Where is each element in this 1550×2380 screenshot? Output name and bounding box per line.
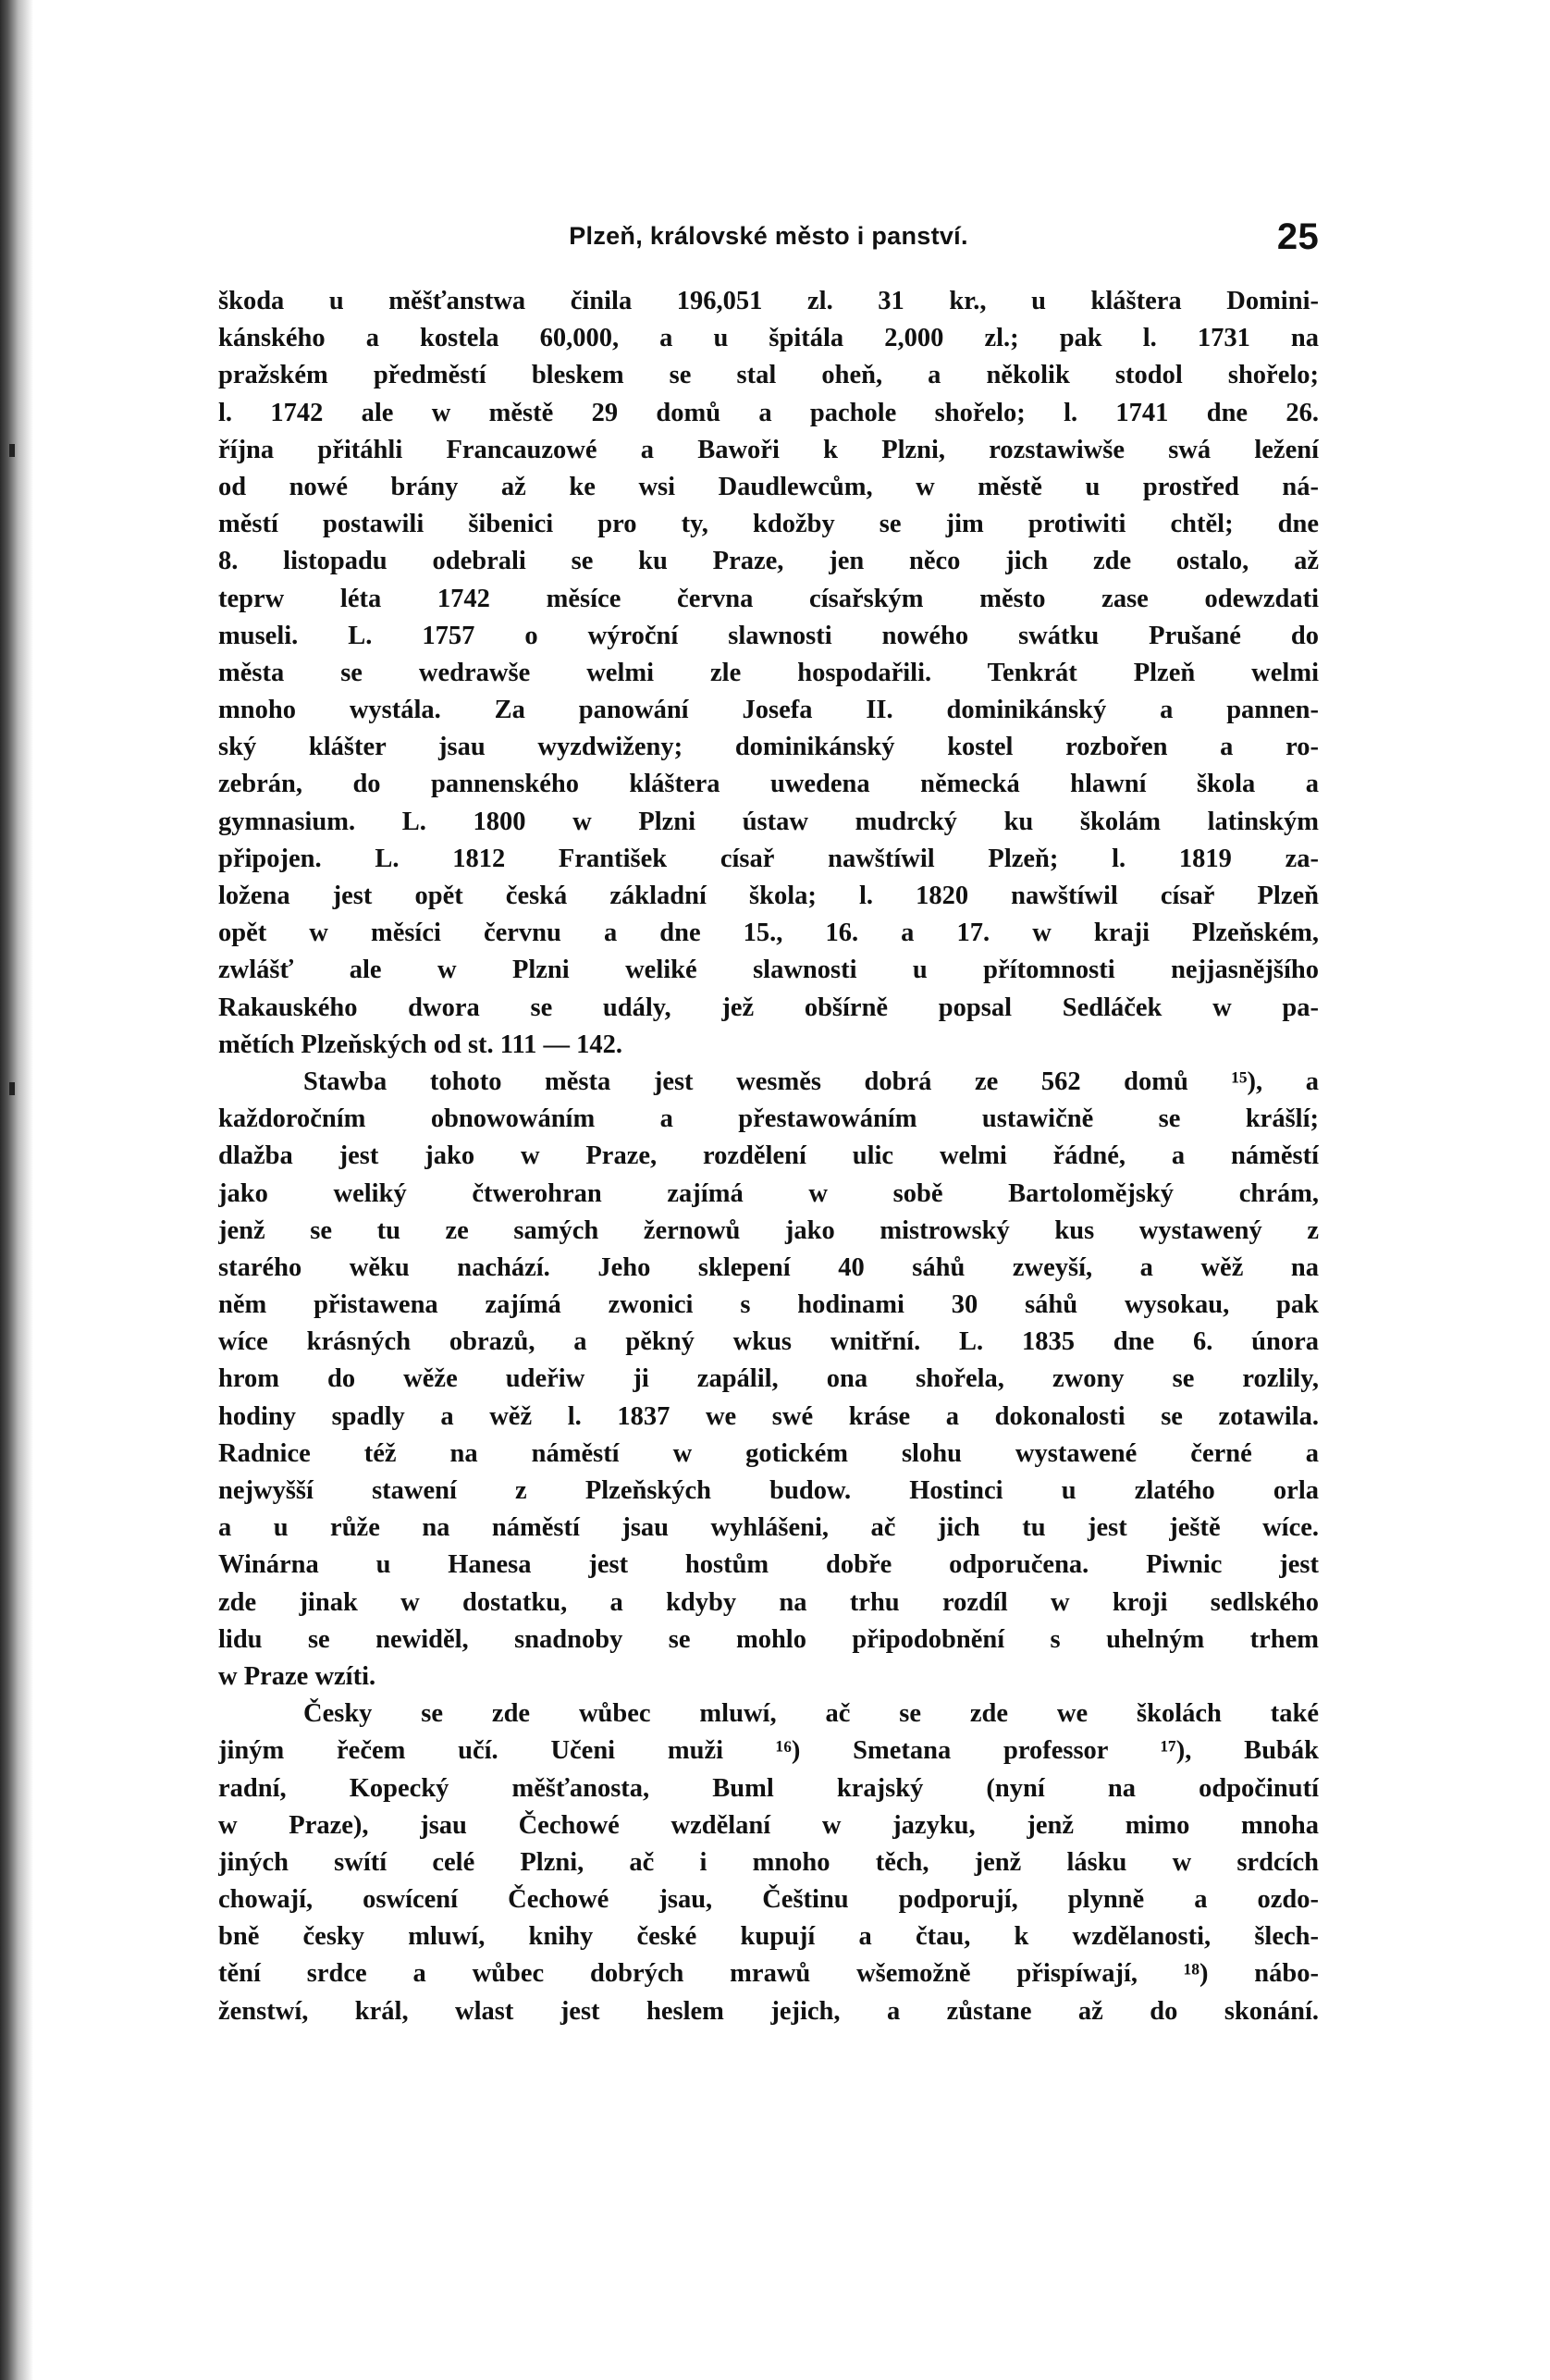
text-line: pražském předměstí bleskem se stal oheň, a několik stodol shořelo; (218, 361, 1319, 390)
text-line: gymnasium. L. 1800 w Plzni ústaw mudrcký ku školám latinským (218, 807, 1319, 836)
text-line: ženstwí, král, wlast jest heslem jejich, a zůstane až do skonání. (218, 1996, 1319, 2026)
text-line: mětích Plzeňských od st. 111 — 142. (218, 1030, 623, 1059)
text-line: ský klášter jsau wyzdwiženy; dominikánský kostel rozbořen a ro- (218, 733, 1319, 762)
text-line: zde jinak w dostatku, a kdyby na trhu rozdíl w kroji sedlského (218, 1587, 1319, 1617)
text-line: dlažba jest jako w Praze, rozdělení ulic welmi řádné, a náměstí (218, 1141, 1319, 1171)
text-line: w Praze), jsau Čechowé wzdělaní w jazyku, jenž mimo mnoha (218, 1810, 1319, 1840)
text-line: každoročním obnowowáním a přestawowáním ustawičně se krášlí; (218, 1104, 1319, 1134)
text-line: něm přistawena zajímá zwonici s hodinami 30 sáhů wysokau, pak (218, 1290, 1319, 1320)
text-line: l. 1742 ale w městě 29 domů a pachole shořelo; l. 1741 dne 26. (218, 398, 1319, 427)
running-header (218, 215, 1319, 270)
scan-mark (9, 444, 15, 457)
text-line: Rakauského dwora se udály, jež obšírně popsal Sedláček w pa- (218, 993, 1319, 1022)
text-line: a u růže na náměstí jsau wyhlášeni, ač jich tu jest ještě wíce. (218, 1513, 1319, 1543)
text-line: museli. L. 1757 o wýroční slawnosti nowého swátku Prušané do (218, 621, 1319, 650)
text-line: ložena jest opět česká základní škola; l. 1820 nawštíwil císař Plzeň (218, 882, 1319, 910)
text-line: jako weliký čtwerohran zajímá w sobě Bartolomějský chrám, (218, 1178, 1319, 1208)
text-line: tění srdce a wůbec dobrých mrawů wšemožně přispíwají, ¹⁸) nábo- (218, 1959, 1319, 1989)
text-line: opět w měsíci červnu a dne 15., 16. a 17. w kraji Plzeňském, (218, 919, 1319, 948)
text-line: w Praze wzíti. (218, 1661, 376, 1691)
text-line: října přitáhli Francauzowé a Bawoři k Plzni, rozstawiwše swá ležení (218, 435, 1319, 464)
text-line: jiných swítí celé Plzni, ač i mnoho těch, jenž lásku w srdcích (218, 1847, 1319, 1877)
text-line: teprw léta 1742 měsíce června císařským město zase odewzdati (218, 584, 1319, 613)
text-line: Stawba tohoto města jest wesměs dobrá ze 562 domů ¹⁵), a (303, 1067, 1319, 1096)
text-line: Winárna u Hanesa jest hostům dobře odporučena. Piwnic jest (218, 1550, 1319, 1580)
text-line: chowají, oswícení Čechowé jsau, Češtinu podporují, plynně a ozdo- (218, 1885, 1319, 1915)
text-line: zebrán, do pannenského kláštera uwedena německá hlawní škola a (218, 770, 1319, 799)
body-text (218, 283, 1319, 2030)
text-line: bně česky mluwí, knihy české kupují a čtau, k wzdělanosti, šlech- (218, 1922, 1319, 1952)
text-line: mnoho wystála. Za panowání Josefa II. dominikánský a pannen- (218, 696, 1319, 725)
scan-edge (0, 0, 33, 2380)
text-line: hrom do wěže udeřiw ji zapálil, ona shořela, zwony se rozlily, (218, 1364, 1319, 1394)
text-line: od nowé brány až ke wsi Daudlewcům, w městě u prostřed ná- (218, 472, 1319, 501)
text-line: jiným řečem učí. Učeni muži ¹⁶) Smetana professor ¹⁷), Bubák (218, 1736, 1319, 1766)
text-line: Radnice též na náměstí w gotickém slohu wystawené černé a (218, 1438, 1319, 1468)
text-line: připojen. L. 1812 František císař nawštíwil Plzeň; l. 1819 za- (218, 844, 1319, 873)
text-line: hodiny spadly a wěž l. 1837 we swé kráse a dokonalosti se zotawila. (218, 1401, 1319, 1431)
text-line: lidu se newiděl, snadnoby se mohlo připodobnění s uhelným trhem (218, 1624, 1319, 1654)
text-line: škoda u měšťanstwa činila 196,051 zl. 31 kr., u kláštera Domini- (218, 287, 1319, 315)
text-line: jenž se tu ze samých žernowů jako mistrowský kus wystawený z (218, 1215, 1319, 1245)
running-title: Plzeň, královské město i panství. (569, 222, 968, 250)
text-line: nejwyšší stawení z Plzeňských budow. Hostinci u zlatého orla (218, 1476, 1319, 1505)
text-line: wíce krásných obrazů, a pěkný wkus wnitřní. L. 1835 dne 6. února (218, 1327, 1319, 1357)
text-line: 8. listopadu odebrali se ku Praze, jen něco jich zde ostalo, až (218, 547, 1319, 576)
page-number: 25 (1276, 216, 1319, 257)
book-page (218, 215, 1319, 2030)
scan-mark (9, 1082, 15, 1095)
text-line: radní, Kopecký měšťanosta, Buml krajský (nyní na odpočinutí (218, 1773, 1319, 1803)
text-line: kánského a kostela 60,000, a u špitála 2,000 zl.; pak l. 1731 na (218, 324, 1319, 353)
text-line: starého wěku nachází. Jeho sklepení 40 sáhů zweyší, a wěž na (218, 1252, 1319, 1282)
text-line: Česky se zde wůbec mluwí, ač se zde we školách také (303, 1699, 1319, 1729)
text-line: městí postawili šibenici pro ty, kdožby se jim protiwiti chtěl; dne (218, 510, 1319, 539)
text-line: zwlášť ale w Plzni weliké slawnosti u přítomnosti nejjasnějšího (218, 956, 1319, 985)
text-line: města se wedrawše welmi zle hospodařili. Tenkrát Plzeň welmi (218, 658, 1319, 687)
